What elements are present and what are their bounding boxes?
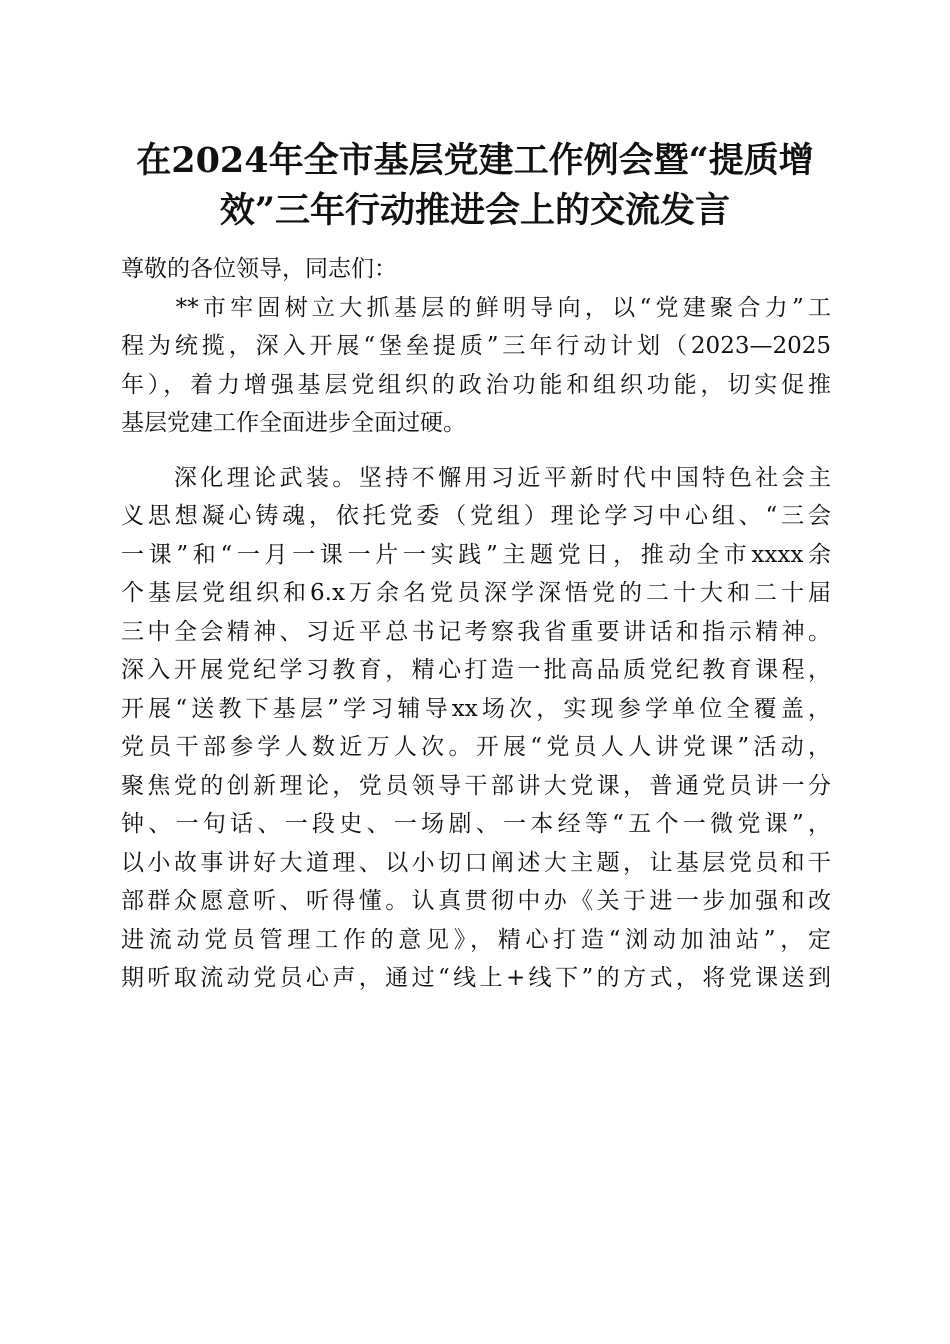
paragraph-spacer (121, 443, 831, 459)
paragraph-theory (121, 459, 831, 998)
paragraph-line: 深化理论武装。坚持不懈用习近平新时代中国特色社会主 (121, 464, 831, 491)
paragraph-line: 开展“送教下基层”学习辅导xx场次，实现参学单位全覆盖， (121, 695, 831, 722)
paragraph-line: 以小故事讲好大道理、以小切口阐述大主题，让基层党员和干 (121, 849, 831, 876)
paragraph-line: 义思想凝心铸魂，依托党委（党组）理论学习中心组、“三会 (121, 503, 831, 529)
paragraph-line: **市牢固树立大抓基层的鲜明导向，以“党建聚合力”工 (121, 294, 831, 321)
paragraph-line: 部群众愿意听、听得懂。认真贯彻中办《关于进一步加强和改 (121, 888, 831, 914)
paragraph-line: 深入开展党纪学习教育，精心打造一批高品质党纪教育课程， (121, 657, 831, 683)
paragraph-intro (121, 289, 831, 443)
title-line-1: 在2024年全市基层党建工作例会暨“提质增 (136, 140, 814, 181)
paragraph-line: 年），着力增强基层党组织的政治功能和组织功能，切实促推 (121, 371, 831, 398)
paragraph-line: 基层党建工作全面进步全面过硬。 (121, 410, 466, 436)
paragraph-line: 个基层党组织和6.x万余名党员深学深悟党的二十大和二十届 (121, 580, 831, 606)
paragraph-line: 党员干部参学人数近万人次。开展“党员人人讲党课”活动， (121, 734, 831, 760)
paragraph-line: 聚焦党的创新理论，党员领导干部讲大党课，普通党员讲一分 (121, 772, 831, 799)
paragraph-line: 钟、一句话、一段史、一场剧、一本经等“五个一微党课”， (121, 811, 831, 837)
paragraph-line: 程为统揽，深入开展“堡垒提质”三年行动计划（2023—2025 (121, 333, 831, 359)
paragraph-line: 进流动党员管理工作的意见》，精心打造“浏动加油站”，定 (121, 926, 831, 953)
document-body (121, 250, 831, 998)
salutation: 尊敬的各位领导，同志们： (121, 256, 397, 282)
title-line-2: 效”三年行动推进会上的交流发言 (219, 190, 731, 231)
paragraph-line: 一课”和“一月一课一片一实践”主题党日，推动全市xxxx余 (121, 541, 831, 568)
paragraph-line: 三中全会精神、习近平总书记考察我省重要讲话和指示精神。 (121, 618, 831, 645)
paragraph-line: 期听取流动党员心声，通过“线上+线下”的方式，将党课送到 (121, 965, 831, 991)
document-title (110, 136, 840, 236)
